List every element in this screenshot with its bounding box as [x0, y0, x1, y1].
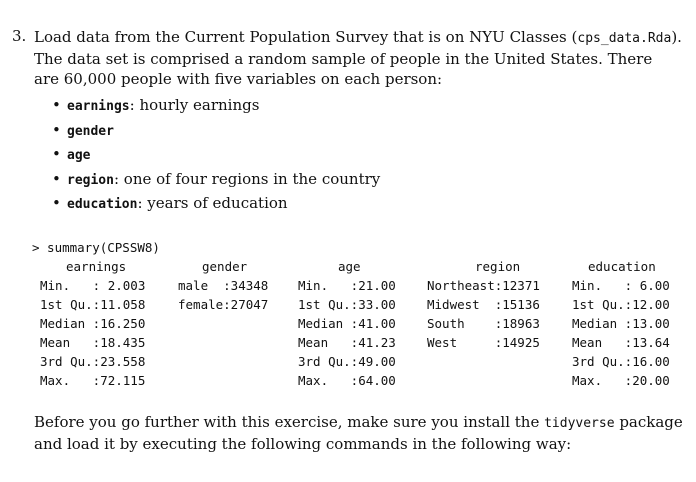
closing-paragraph — [34, 412, 683, 454]
table-cell: Mean :41.23 — [298, 335, 396, 350]
intro-line-2: The data set is comprised a random sample of people in the United States. There — [34, 50, 653, 68]
intro-text-end: ). — [671, 28, 682, 46]
list-item — [52, 95, 380, 120]
package-name: tidyverse — [544, 416, 615, 431]
table-cell: male :34348 — [178, 278, 269, 293]
summary-header-row — [32, 257, 656, 276]
variable-name: gender — [67, 123, 114, 139]
list-item — [52, 169, 380, 194]
column-header: gender — [202, 259, 248, 274]
list-item — [52, 120, 380, 145]
variable-name: earnings — [67, 99, 130, 114]
table-cell: 3rd Qu.:49.00 — [298, 354, 396, 369]
table-row — [32, 295, 670, 314]
table-row — [32, 352, 670, 371]
bullet-icon: • — [52, 169, 61, 188]
variable-desc: : one of four regions in the country — [113, 169, 381, 188]
table-cell: Max. :72.115 — [40, 373, 146, 388]
table-cell: 3rd Qu.:23.558 — [40, 354, 146, 369]
table-cell: Midwest :15136 — [427, 297, 540, 312]
table-cell: Mean :13.64 — [572, 335, 670, 350]
intro-line-1 — [34, 27, 682, 49]
table-cell: Median :16.250 — [40, 316, 146, 331]
table-cell: 1st Qu.:12.00 — [572, 297, 670, 312]
variable-desc: : hourly earnings — [129, 96, 260, 114]
table-row — [32, 276, 670, 295]
variable-name: age — [67, 148, 91, 163]
r-command: > summary(CPSSW8) — [32, 240, 160, 255]
closing-text-end: package — [614, 413, 683, 431]
table-cell: Min. : 2.003 — [40, 278, 146, 293]
list-item — [52, 144, 380, 169]
intro-paragraph — [34, 27, 682, 89]
table-cell: 3rd Qu.:16.00 — [572, 354, 670, 369]
question-number: 3. — [12, 27, 27, 45]
column-header: education — [588, 259, 656, 274]
column-header: region — [475, 259, 521, 274]
table-cell: Median :41.00 — [298, 316, 396, 331]
table-cell: Median :13.00 — [572, 316, 670, 331]
table-cell: Northeast:12371 — [427, 278, 540, 293]
variable-name: education — [67, 197, 138, 212]
variable-name: region — [67, 172, 114, 188]
table-cell: Mean :18.435 — [40, 335, 146, 350]
bullet-icon: • — [52, 145, 61, 163]
table-cell: Max. :20.00 — [572, 373, 670, 388]
variable-list — [52, 95, 380, 218]
column-header: age — [338, 259, 361, 274]
table-cell: Max. :64.00 — [298, 373, 396, 388]
table-cell: Min. : 6.00 — [572, 278, 670, 293]
table-cell: 1st Qu.:11.058 — [40, 297, 146, 312]
table-cell: Min. :21.00 — [298, 278, 396, 293]
list-item — [52, 193, 380, 218]
bullet-icon: • — [52, 120, 61, 139]
table-row — [32, 371, 670, 390]
summary-table-body — [32, 276, 670, 390]
table-cell: South :18963 — [427, 316, 540, 331]
r-summary-output — [32, 238, 670, 390]
table-cell: West :14925 — [427, 335, 540, 350]
bullet-icon: • — [52, 194, 61, 212]
intro-text: Load data from the Current Population Survey that is on NYU Classes ( — [34, 28, 578, 46]
table-cell: female:27047 — [178, 297, 269, 312]
closing-text: Before you go further with this exercise, make sure you install the — [34, 413, 545, 431]
column-header: earnings — [66, 259, 127, 274]
variable-desc: : years of education — [137, 194, 288, 212]
table-cell: 1st Qu.:33.00 — [298, 297, 396, 312]
data-filename: cps_data.Rda — [577, 31, 672, 46]
table-row — [32, 333, 670, 352]
closing-line-1 — [34, 412, 683, 434]
closing-line-2: and load it by executing the following commands in the following way: — [34, 435, 572, 453]
table-row — [32, 314, 670, 333]
intro-line-3: are 60,000 people with five variables on each person: — [34, 70, 443, 88]
bullet-icon: • — [52, 96, 61, 114]
